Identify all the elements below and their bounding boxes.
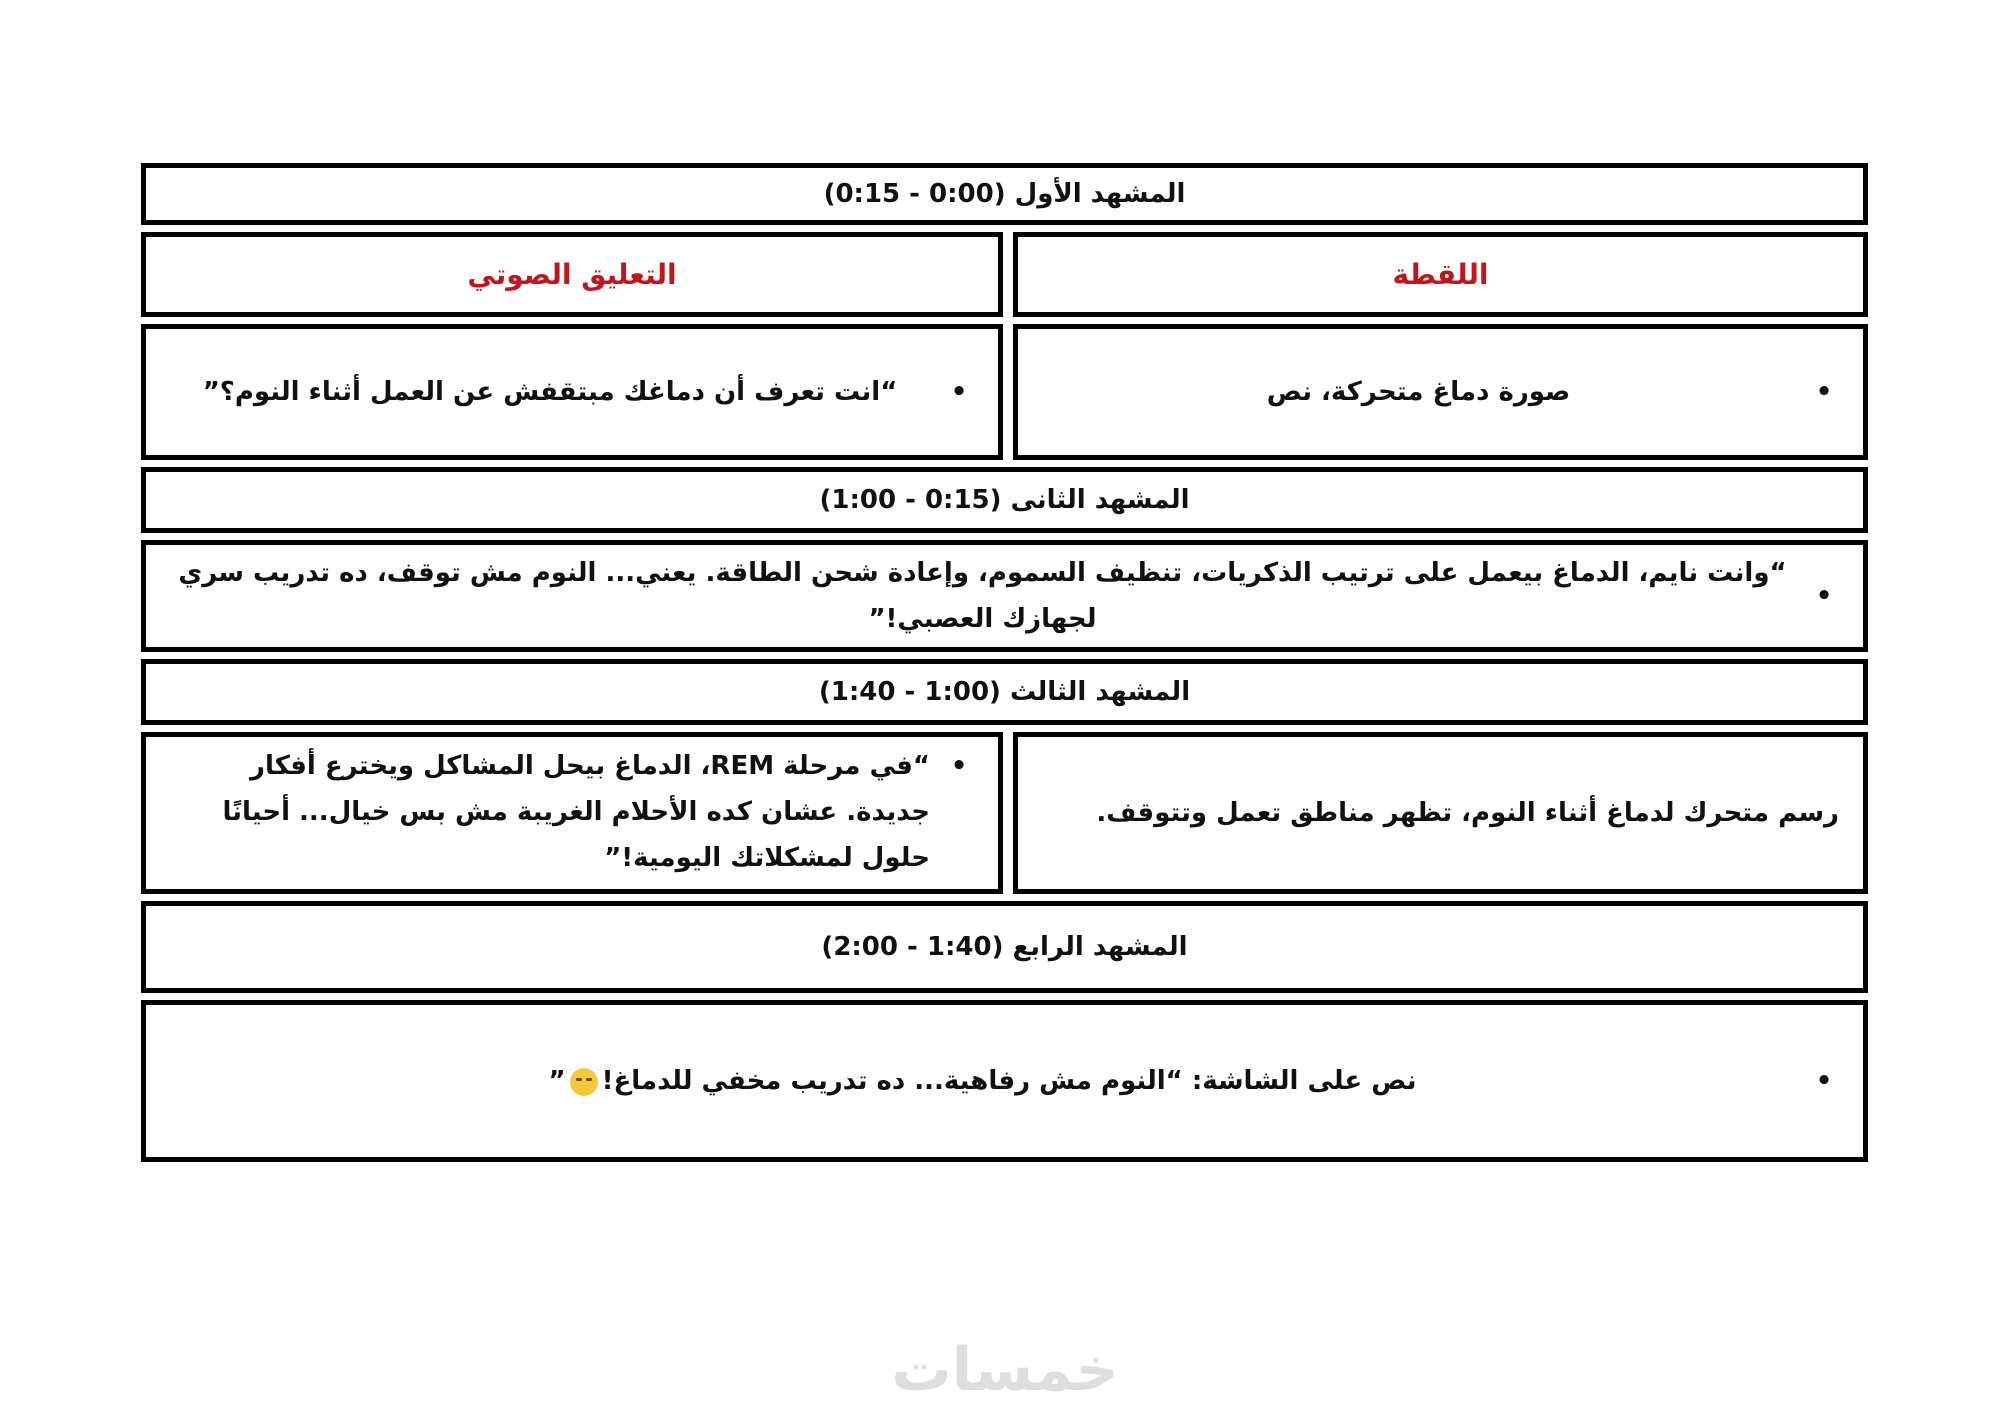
bullet-icon: • <box>950 377 968 407</box>
scene1-header-row <box>141 232 1868 317</box>
bullet-icon: • <box>1815 1066 1833 1096</box>
scene3-title-text: المشهد الثالث (1:00 - 1:40) <box>818 677 1191 707</box>
scene1-shot-cell <box>1013 324 1868 460</box>
scene1-shot-text: صورة دماغ متحركة، نص <box>1266 377 1571 407</box>
scene4-content-row <box>141 1000 1868 1162</box>
scene3-title-row <box>141 659 1868 725</box>
header-shot-text: اللقطة <box>1392 257 1489 291</box>
scene2-content-row <box>141 540 1868 652</box>
sleeping-face-icon <box>570 1068 598 1096</box>
header-voice <box>141 232 1003 317</box>
scene4-text-quote: ” <box>548 1066 566 1096</box>
scene1-voice-text: “انت تعرف أن دماغك مبتقفش عن العمل أثناء النوم؟” <box>202 377 898 407</box>
scene2-title-text: المشهد الثانى (0:15 - 1:00) <box>819 485 1190 515</box>
scene3-voice-text: “في مرحلة REM، الدماغ بيحل المشاكل ويخترع أفكار جديدة. عشان كده الأحلام الغريبة مش بس خيال... أحيانًا حلول لمشكلاتك اليومية!” <box>222 751 930 873</box>
bullet-icon: • <box>1815 377 1833 407</box>
scene2-text: “وانت نايم، الدماغ بيعمل على ترتيب الذكريات، تنظيف السموم، وإعادة شحن الطاقة. يعني... النوم مش توقف، ده تدريب سري لجهازك العصبي!” <box>178 558 1787 634</box>
scene1-content-row <box>141 324 1868 460</box>
header-voice-text: التعليق الصوتي <box>467 257 677 291</box>
scene4-title <box>141 901 1868 993</box>
scene2-title-row <box>141 467 1868 533</box>
scene2-title <box>141 467 1868 533</box>
scene3-content-row <box>141 732 1868 894</box>
scene3-voice-cell <box>141 732 1003 894</box>
header-shot <box>1013 232 1868 317</box>
scene3-shot-text: رسم متحرك لدماغ أثناء النوم، تظهر مناطق تعمل وتتوقف. <box>1096 798 1839 828</box>
scene4-text-cell <box>141 1000 1868 1162</box>
scene3-title <box>141 659 1868 725</box>
script-table <box>141 163 1868 1169</box>
scene2-text-cell <box>141 540 1868 652</box>
scene4-title-text: المشهد الرابع (1:40 - 2:00) <box>821 932 1188 962</box>
scene4-title-row <box>141 901 1868 993</box>
scene1-title <box>141 163 1868 225</box>
scene1-title-text: المشهد الأول (0:00 - 0:15) <box>823 179 1186 209</box>
khamsat-watermark: خمسات <box>891 1335 1119 1405</box>
scene1-title-row <box>141 163 1868 225</box>
scene3-shot-cell <box>1013 732 1868 894</box>
scene1-voice-cell <box>141 324 1003 460</box>
scene4-text-main: نص على الشاشة: “النوم مش رفاهية... ده تدريب مخفي للدماغ! <box>601 1066 1417 1096</box>
scene4-text <box>170 1058 1795 1104</box>
bullet-icon: • <box>950 751 968 781</box>
bullet-icon: • <box>1815 581 1833 611</box>
